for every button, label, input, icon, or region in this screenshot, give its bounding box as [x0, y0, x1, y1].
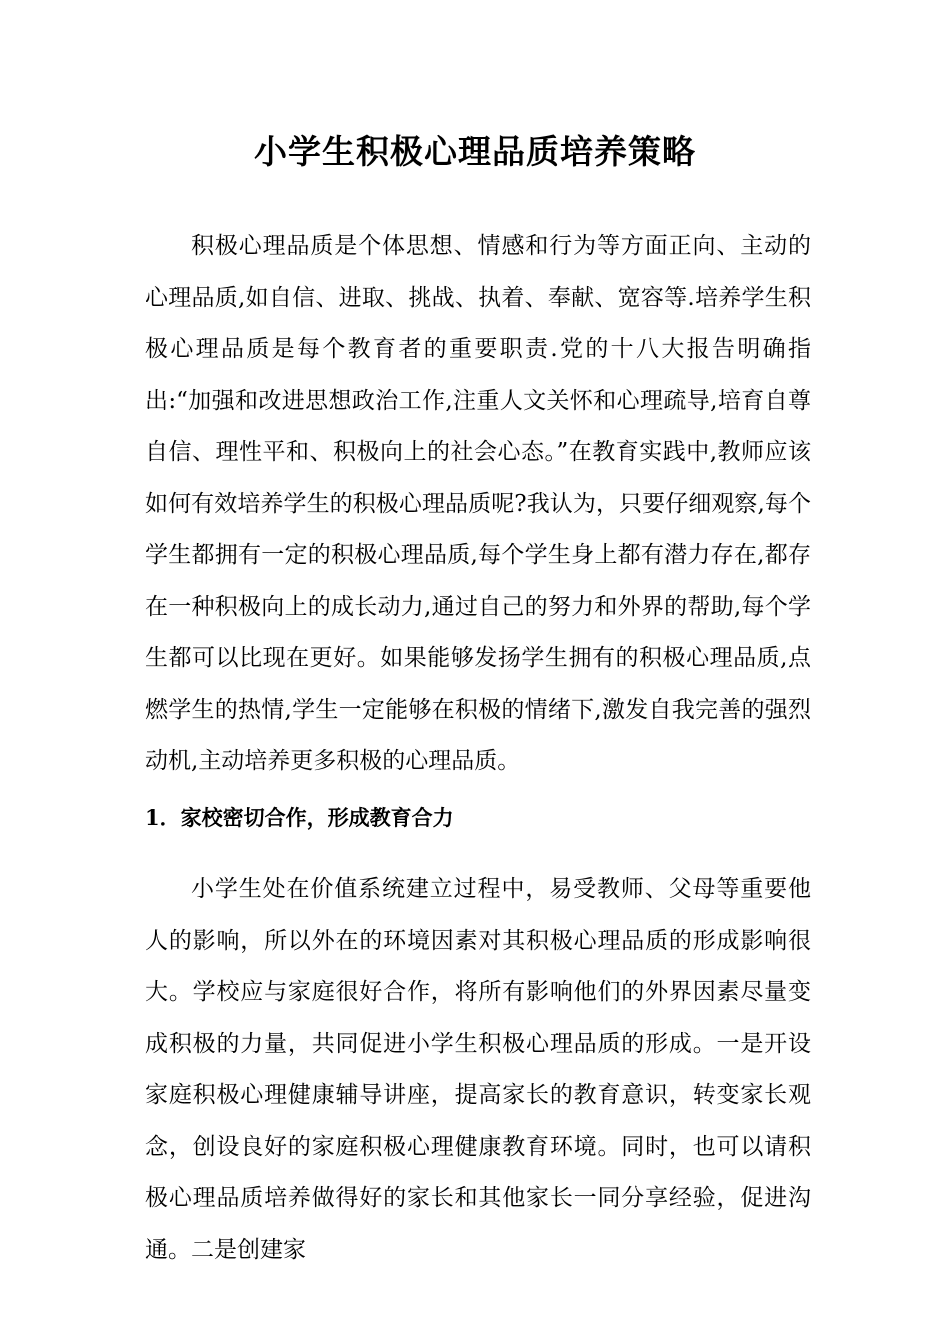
section-paragraph: 小学生处在价值系统建立过程中，易受教师、父母等重要他人的影响，所以外在的环境因素对其积极心理品质的形成影响很大。学校应与家庭很好合作，将所有影响他们的外界因素尽量变成积极的力量，共同促进小学生积极心理品质的形成。一是开设家庭积极心理健康辅导讲座，提高家长的教育意识，转变家长观念，创设良好的家庭积极心理健康教育环境。同时，也可以请积极心理品质培养做得好的家长和其他家长一同分享经验，促进沟通。二是创建家	[145, 876, 811, 1263]
document-title: 小学生积极心理品质培养策略	[254, 132, 696, 171]
section-heading: 1．家校密切合作，形成教育合力	[145, 805, 454, 830]
intro-paragraph: 积极心理品质是个体思想、情感和行为等方面正向、主动的心理品质,如自信、进取、挑战、执着、奉献、宽容等.培养学生积极心理品质是每个教育者的重要职责.党的十八大报告明确指出:“加强和改进思想政治工作,注重人文关怀和心理疏导,培育自尊自信、理性平和、积极向上的社会心态。”在教育实践中,教师应该如何有效培养学生的积极心理品质呢?我认为，只要仔细观察,每个学生都拥有一定的积极心理品质,每个学生身上都有潜力存在,都存在一种积极向上的成长动力,通过自己的努力和外界的帮助,每个学生都可以比现在更好。如果能够发扬学生拥有的积极心理品质,点燃学生的热情,学生一定能够在积极的情绪下,激发自我完善的强烈动机,主动培养更多积极的心理品质。	[145, 233, 811, 774]
